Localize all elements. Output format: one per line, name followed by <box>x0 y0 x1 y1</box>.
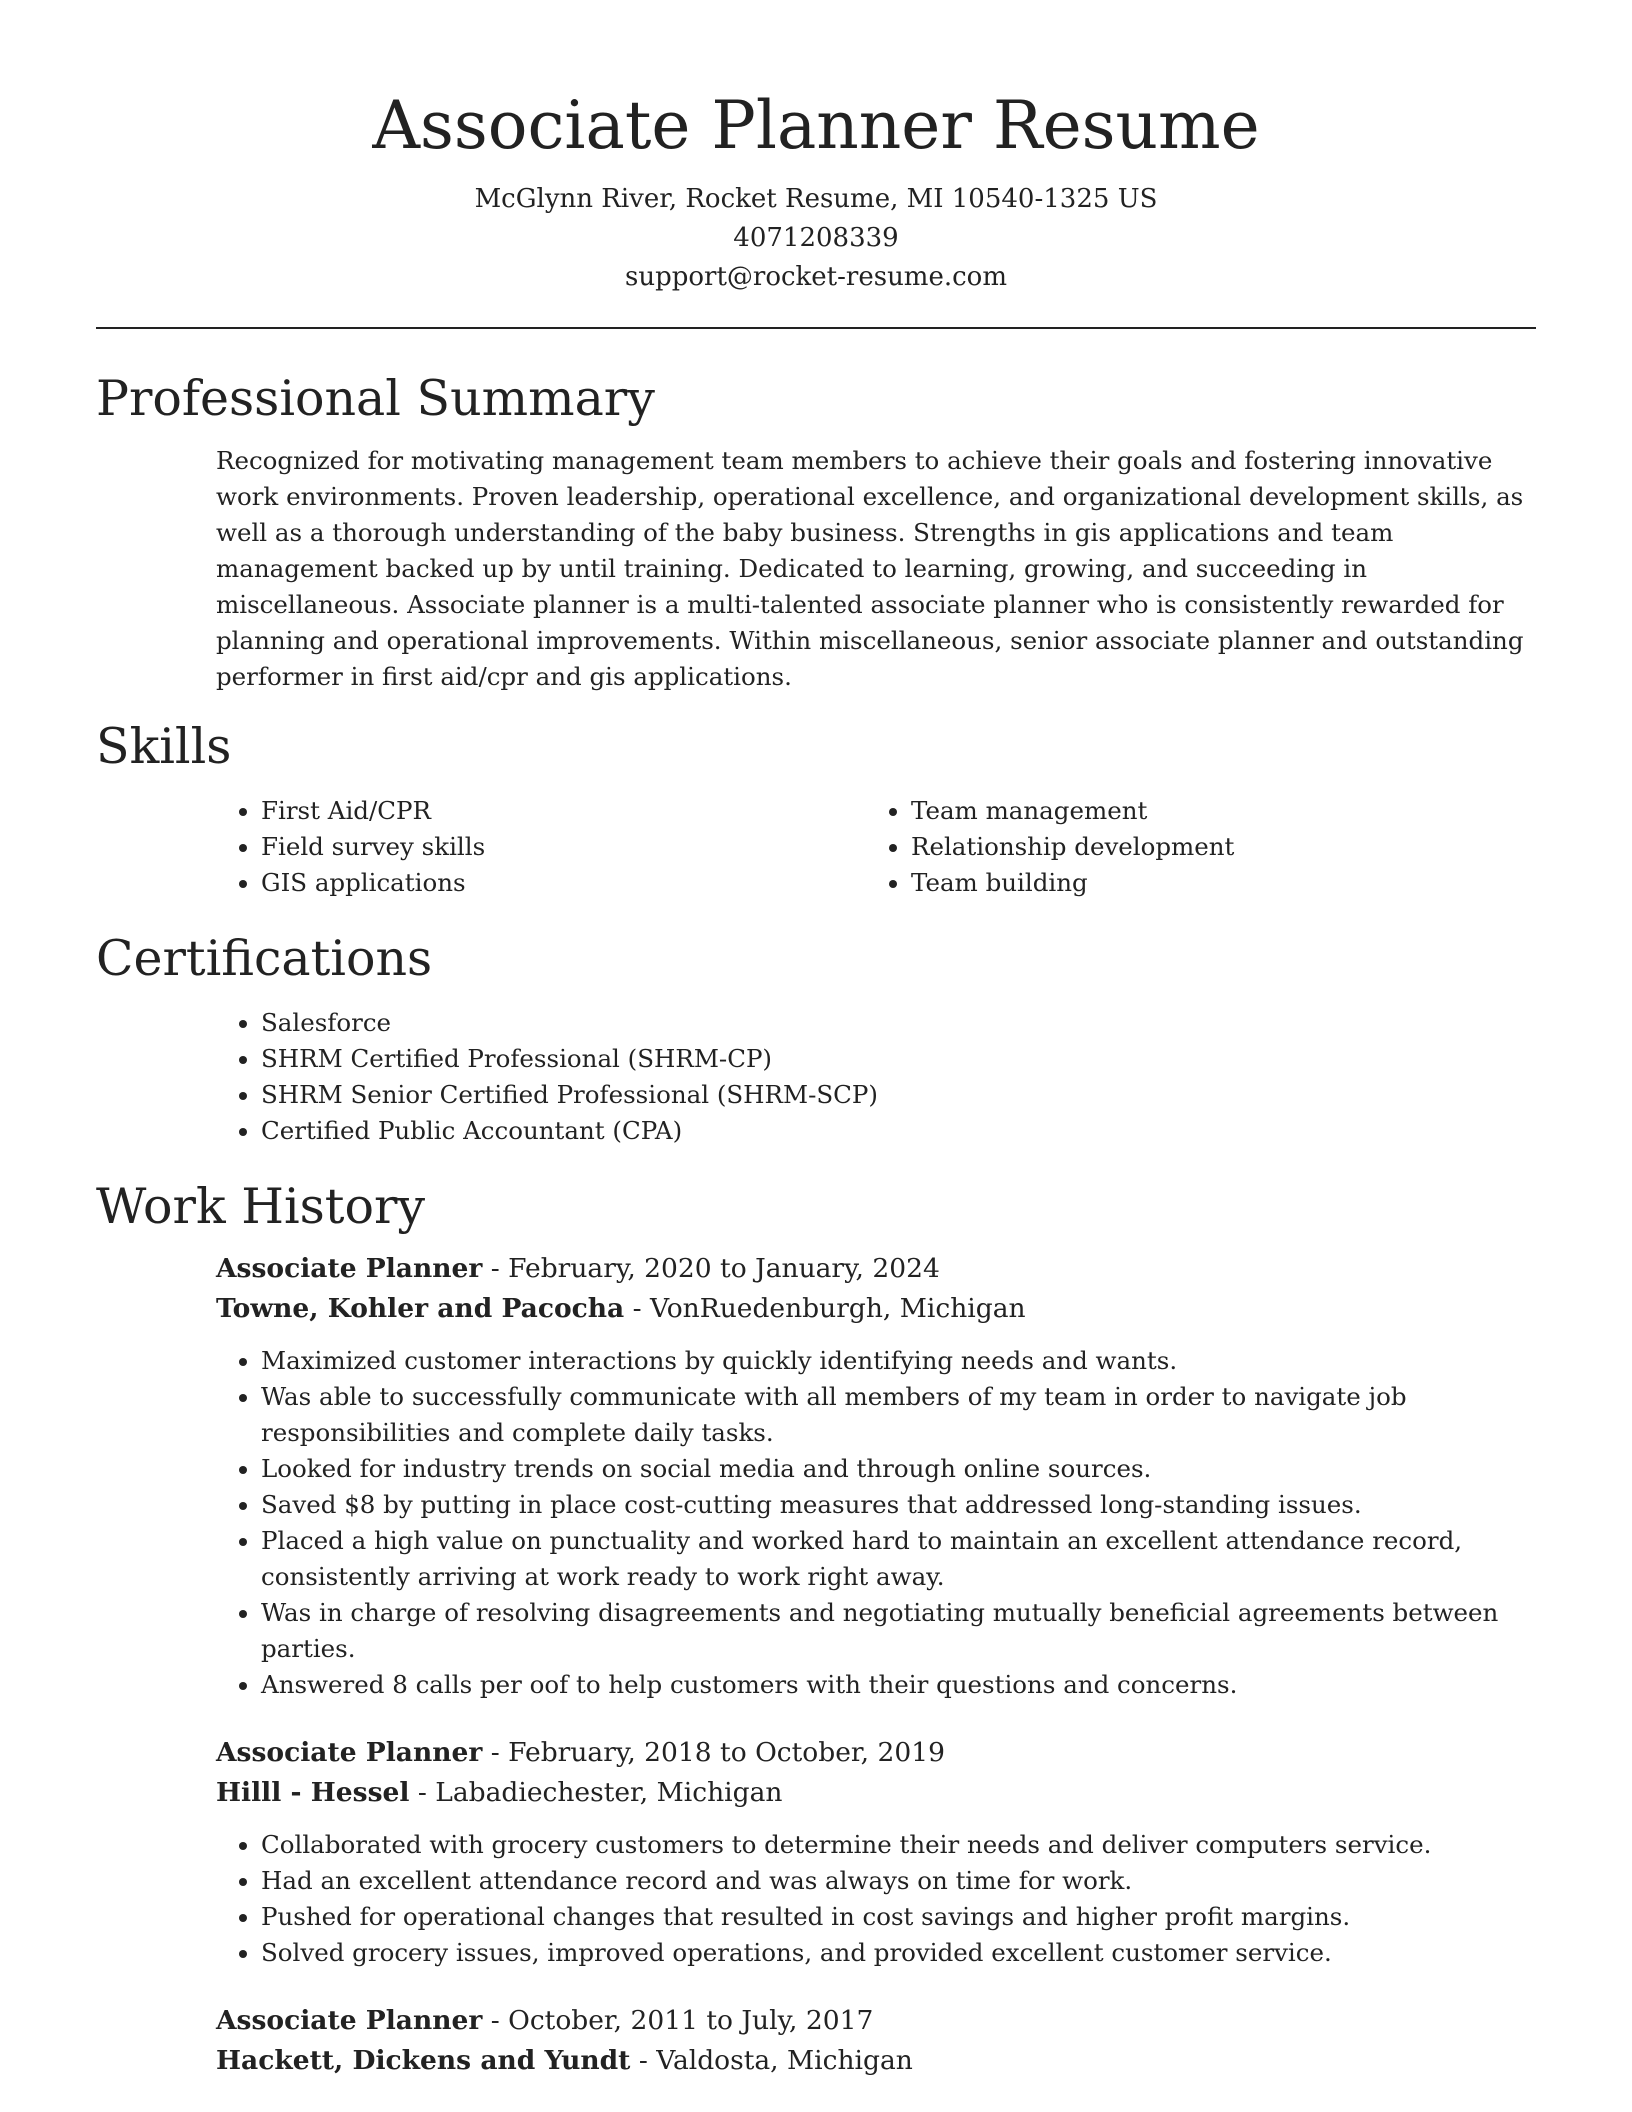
job-company-line <box>216 2041 1536 2081</box>
summary-heading: Professional Summary <box>96 370 655 427</box>
job-bullets <box>216 1343 1536 1703</box>
job-title-line <box>216 1733 1536 1773</box>
contact-email: support@rocket-resume.com <box>624 262 1007 292</box>
resume-title: Associate Planner Resume <box>372 87 1260 164</box>
job-bullet: • Placed a high value on punctuality and worked hard to maintain an excellent attendance record, consistently arriving at work ready to work right away. <box>261 1523 1536 1595</box>
job-company-line <box>216 1773 1536 1813</box>
job-entry <box>216 1249 1536 1703</box>
contact-block <box>96 180 1536 297</box>
skills-list <box>216 779 1536 901</box>
certifications-list <box>216 1005 1536 1149</box>
work-history-heading: Work History <box>96 1178 426 1235</box>
job-company-line <box>216 1289 1536 1329</box>
contact-phone: 4071208339 <box>733 223 899 253</box>
header-divider <box>96 327 1536 329</box>
certification-item: • Certified Public Accountant (CPA) <box>261 1113 1536 1149</box>
skill-item: • Team building <box>911 865 1516 901</box>
job-bullet: • Had an excellent attendance record and was always on time for work. <box>261 1863 1536 1899</box>
job-bullet: • Answered 8 calls per oof to help customers with their questions and concerns. <box>261 1667 1536 1703</box>
job-bullet: • Solved grocery issues, improved operations, and provided excellent customer service. <box>261 1935 1536 1971</box>
certification-item: • SHRM Certified Professional (SHRM-CP) <box>261 1041 1536 1077</box>
job-title: Associate Planner <box>216 1737 483 1768</box>
skill-item: • Field survey skills <box>261 829 866 865</box>
skill-item: • Relationship development <box>911 829 1516 865</box>
job-dates: - February, 2018 to October, 2019 <box>482 1737 945 1768</box>
skills-column-1 <box>216 793 866 901</box>
job-title-line <box>216 1249 1536 1289</box>
job-bullet: • Was able to successfully communicate with all members of my team in order to navigate job responsibilities and complete daily tasks. <box>261 1379 1536 1451</box>
job-dates: - October, 2011 to July, 2017 <box>482 2005 874 2036</box>
job-title: Associate Planner <box>216 1253 483 1284</box>
certifications-body <box>216 1005 1536 1149</box>
job-bullet: • Maximized customer interactions by quickly identifying needs and wants. <box>261 1343 1536 1379</box>
job-bullet: • Was in charge of resolving disagreements and negotiating mutually beneficial agreements between parties. <box>261 1595 1536 1667</box>
certifications-heading: Certifications <box>96 930 433 987</box>
certifications-section <box>96 927 1536 1149</box>
summary-section <box>96 367 1536 695</box>
job-entry <box>216 2001 1536 2081</box>
summary-body <box>216 443 1536 695</box>
job-bullet: • Collaborated with grocery customers to determine their needs and deliver computers service. <box>261 1827 1536 1863</box>
summary-text: Recognized for motivating management team members to achieve their goals and fostering innovative work environments. Proven leadership, operational excellence, and organizational development skills, as well as a thorough understanding of the baby business. Strengths in gis applications and team management backed up by until training. Dedicated to learning, growing, and succeeding in miscellaneous. Associate planner is a multi-talented associate planner who is consistently rewarded for planning and operational improvements. Within miscellaneous, senior associate planner and outstanding performer in first aid/cpr and gis applications. <box>216 446 1524 691</box>
job-company: Towne, Kohler and Pacocha <box>216 1293 625 1324</box>
skill-item: • Team management <box>911 793 1516 829</box>
job-bullet: • Looked for industry trends on social media and through online sources. <box>261 1451 1536 1487</box>
job-location: - Valdosta, Michigan <box>630 2045 913 2076</box>
skill-item: • GIS applications <box>261 865 866 901</box>
job-bullets <box>216 1827 1536 1971</box>
certification-item: • SHRM Senior Certified Professional (SHRM-SCP) <box>261 1077 1536 1113</box>
job-bullet: • Saved $8 by putting in place cost-cutting measures that addressed long-standing issues. <box>261 1487 1536 1523</box>
work-history-section <box>96 1175 1536 2081</box>
job-company: Hilll - Hessel <box>216 1777 410 1808</box>
job-title: Associate Planner <box>216 2005 483 2036</box>
skills-section <box>96 715 1536 901</box>
job-dates: - February, 2020 to January, 2024 <box>482 1253 940 1284</box>
contact-address: McGlynn River, Rocket Resume, MI 10540-1325 US <box>474 184 1158 214</box>
job-entry <box>216 1733 1536 1971</box>
job-location: - Labadiechester, Michigan <box>409 1777 783 1808</box>
skills-heading: Skills <box>96 718 232 775</box>
skill-item: • First Aid/CPR <box>261 793 866 829</box>
certification-item: • Salesforce <box>261 1005 1536 1041</box>
job-company: Hackett, Dickens and Yundt <box>216 2045 631 2076</box>
job-bullet: • Pushed for operational changes that resulted in cost savings and higher profit margins. <box>261 1899 1536 1935</box>
job-title-line <box>216 2001 1536 2041</box>
job-location: - VonRuedenburgh, Michigan <box>624 1293 1026 1324</box>
skills-column-2 <box>866 793 1516 901</box>
resume-header <box>96 0 1536 297</box>
